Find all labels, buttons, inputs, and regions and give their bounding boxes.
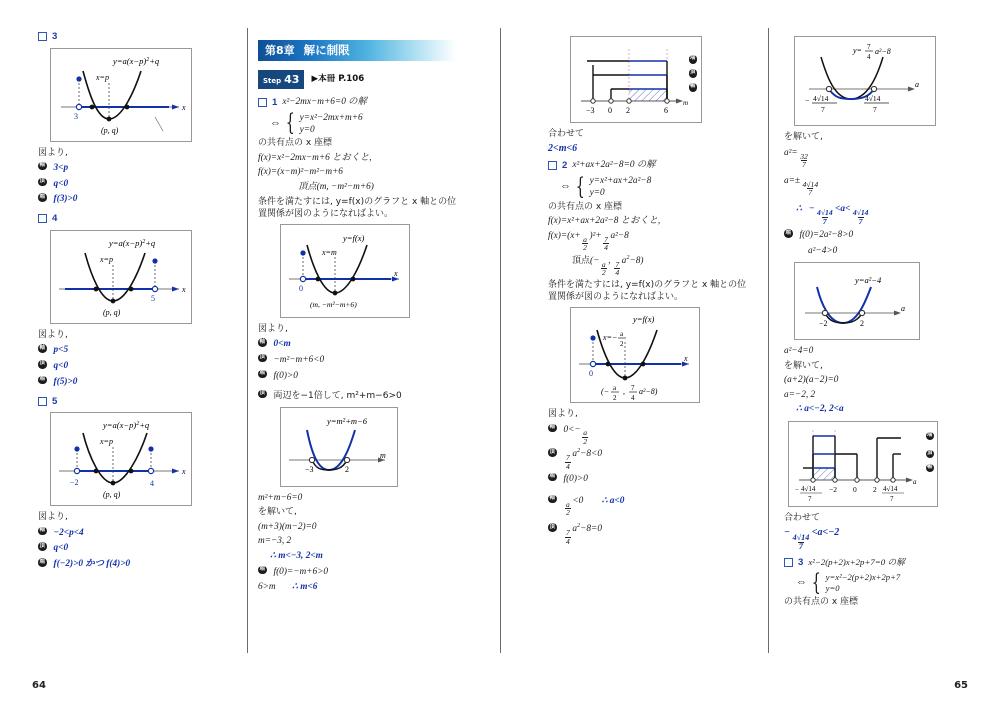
checkbox-problem-1[interactable] <box>258 98 267 107</box>
svg-text:0: 0 <box>853 484 857 494</box>
solve-label-1: を解いて, <box>784 132 823 142</box>
problem-2-equation: x²+ax+2a²−8=0 の解 <box>572 160 656 171</box>
svg-text:−: − <box>795 485 799 494</box>
therefore-d-2: ∴ a<−2, 2<a <box>796 404 844 415</box>
svg-text:2: 2 <box>873 484 877 494</box>
eq2-lhs: a=± <box>784 175 801 186</box>
combine-label-1: 合わせて <box>548 129 585 139</box>
system-row: y=0 <box>825 583 840 594</box>
eq2-num: 4√14 <box>802 179 819 189</box>
svg-text:0: 0 <box>608 106 612 115</box>
svg-text:(p, q): (p, q) <box>103 490 121 500</box>
end-marker-icon: 端 <box>258 566 267 575</box>
condition-text: q<0 <box>53 361 69 371</box>
svg-text:−2: −2 <box>829 484 837 494</box>
vertex-marker-icon: 頂 <box>548 523 557 532</box>
condition-row <box>38 360 238 373</box>
figure-problem-5 <box>50 412 192 506</box>
column-b <box>258 40 464 596</box>
end-work-row <box>258 566 464 579</box>
iff-symbol: ⇔ <box>796 576 807 589</box>
cs-frac-den: 2 <box>583 243 587 253</box>
iff-system-2: ⇔ { y=x²+ax+2a²−8 y=0 <box>560 173 652 200</box>
svg-text:y=a(x−p)2+q: $y=a(x-p)^2+q$ <box>103 420 150 431</box>
work-line-d: a=−2, 2 <box>784 389 816 400</box>
page-number-right: 65 <box>954 680 968 691</box>
end-marker-icon: 端 <box>926 432 935 441</box>
problem-1 <box>258 96 464 110</box>
svg-text:a: a <box>613 384 617 393</box>
end-marker-icon: 端 <box>784 229 793 238</box>
checkbox-problem-4[interactable] <box>38 214 47 223</box>
svg-text:a: a <box>915 80 919 89</box>
system-row: y=x²−2mx+m+6 <box>299 112 363 123</box>
cs-frac2-num: 7 <box>604 234 608 244</box>
vertex-marker-icon: 頂 <box>38 178 47 187</box>
svg-text:m: m <box>380 450 386 460</box>
cs-frac-num: a <box>583 234 587 244</box>
svg-text:y=f(x): y=f(x) <box>343 232 365 243</box>
figure-d-1 <box>794 36 936 126</box>
intersection-x-coordinate-label: の共有点の x 座標 <box>258 138 333 149</box>
end-marker-icon: 端 <box>548 473 557 482</box>
condition-row <box>38 178 238 191</box>
axis-marker-icon: 軸 <box>38 527 47 536</box>
svg-text:2: 2 <box>860 319 864 329</box>
work-line-d: a²−4=0 <box>784 346 814 357</box>
condition-text: 0<m <box>273 339 291 350</box>
svg-text:x=m: x=m <box>322 247 337 257</box>
condition-row <box>38 344 238 357</box>
svg-text:,: , <box>623 387 625 397</box>
condition-description: 条件を満たすには, y=f(x)のグラフと x 軸との位置関係が図のようになればよい。 <box>258 196 457 219</box>
system-row: y=0 <box>299 124 315 135</box>
from-figure-label-5: 図より, <box>38 512 68 523</box>
svg-text:x=p: x=p <box>96 72 109 82</box>
condition-row <box>38 527 238 540</box>
svg-text:a: a <box>901 304 905 314</box>
figure-problem-3 <box>50 48 192 142</box>
page-gutter-divider <box>500 28 501 653</box>
end-marker-icon: 端 <box>38 193 47 202</box>
cs-prefix: f(x)=(x+ <box>548 230 581 241</box>
intersection-x-coordinate-label: の共有点の x 座標 <box>548 201 623 212</box>
svg-text:7: 7 <box>821 105 825 114</box>
svg-text:x: x <box>684 354 688 364</box>
f-completed-square: f(x)=(x−m)²−m²−m+6 <box>258 167 343 178</box>
problem-3-right <box>784 556 984 570</box>
svg-text:2: 2 <box>345 464 349 474</box>
svg-text:(p, q): (p, q) <box>101 125 119 135</box>
svg-text:−: − <box>805 96 810 105</box>
combine-label-2: 合わせて <box>784 512 821 523</box>
eq2-den: 7 <box>808 188 813 198</box>
combine-result-2: − $\frac{4√14}{7}$ <a<−2 <box>784 527 840 551</box>
svg-text:0: 0 <box>299 283 303 293</box>
cs-suffix: a²−8 <box>610 230 629 241</box>
svg-text:2: 2 <box>626 106 630 115</box>
combine-result-1: 2<m<6 <box>548 143 578 155</box>
condition-text: q<0 <box>53 178 69 189</box>
svg-text:4: 4 <box>631 394 635 403</box>
figure-d-2 <box>794 262 920 340</box>
svg-text:x=p: x=p <box>100 255 113 265</box>
svg-text:−2: −2 <box>819 319 828 329</box>
eq1-lhs: a²= <box>784 147 798 158</box>
from-figure-label-1: 図より, <box>258 323 288 334</box>
column-c <box>548 30 748 548</box>
condition-text: 0<− $\frac{a}{2}$ <box>563 424 588 447</box>
svg-text:7: 7 <box>890 494 894 503</box>
problem-number: 5 <box>52 395 58 407</box>
condition-row <box>38 162 238 175</box>
end-marker-icon: 端 <box>258 370 267 379</box>
problem-3-equation: x²−2(p+2)x+2p+7=0 の解 <box>808 556 905 567</box>
condition-row <box>38 542 238 555</box>
axis-therefore: ∴ a<0 <box>601 495 625 506</box>
condition-row <box>258 338 464 351</box>
eq1-den: 7 <box>802 160 806 170</box>
condition-text: 3<p <box>53 162 69 173</box>
condition-row <box>38 558 238 571</box>
axis-work-text: $\frac{a}{2}$ <0 ∴ a<0 <box>566 495 625 518</box>
condition-text: f(−2)>0 かつ f(4)>0 <box>53 559 131 570</box>
problem-number: 3 <box>52 31 58 42</box>
svg-text:5: 5 <box>151 294 155 304</box>
vertex-work-row <box>258 390 464 403</box>
condition-row <box>548 448 748 470</box>
eq1-num: 32 <box>800 151 808 161</box>
vertex-marker-icon: 頂 <box>258 390 267 399</box>
vertex-work-text: 両辺を−1倍して, m²+m−6>0 <box>273 390 402 401</box>
svg-text:y=f(x): y=f(x) <box>633 314 655 325</box>
condition-text: f(3)>0 <box>53 194 78 205</box>
end-marker-icon: 端 <box>38 376 47 385</box>
svg-text:a²−8): a²−8) <box>639 387 658 397</box>
system-row: y=x²−2(p+2)x+2p+7 <box>825 572 901 583</box>
svg-text:7: 7 <box>873 105 877 114</box>
problem-number: 2 <box>562 160 568 172</box>
svg-text:a: a <box>913 477 917 486</box>
page-number-left: 64 <box>32 680 46 691</box>
condition-text: p<5 <box>53 345 69 356</box>
svg-text:4√14: 4√14 <box>813 94 829 103</box>
figure-problem-2 <box>570 307 700 403</box>
svg-text:y=: y= <box>853 46 862 55</box>
end-work-text: f(0)=−m+6>0 <box>273 566 329 577</box>
axis-marker-icon: 軸 <box>38 344 47 353</box>
condition-row <box>258 370 464 383</box>
vertex-work-row <box>548 523 748 545</box>
condition-text: f(0)>0 <box>563 473 588 484</box>
svg-text:7: 7 <box>867 43 871 51</box>
vertex-marker-icon: 頂 <box>38 360 47 369</box>
from-figure-label-2: 図より, <box>548 409 578 420</box>
intersection-x-coordinate-label-3: の共有点の x 座標 <box>784 596 859 607</box>
problem-4 <box>38 212 238 226</box>
vertex-marker-icon: 頂 <box>926 450 935 459</box>
work-line: m=−3, 2 <box>258 536 292 547</box>
end-marker-icon: 端 <box>38 558 47 567</box>
iff-symbol: ⇔ <box>560 180 571 193</box>
condition-text: q<0 <box>53 543 69 554</box>
checkbox-problem-5[interactable] <box>38 397 47 406</box>
end-work-row-d <box>784 229 984 242</box>
f-definition-2: f(x)=x²+ax+2a²−8 とおくと, <box>548 215 661 226</box>
step-row <box>258 70 464 89</box>
svg-text:0: 0 <box>589 369 593 379</box>
problem-1-equation: x²−2mx−m+6=0 の解 <box>282 97 367 108</box>
vertex-work-text: $\frac{7}{4}$ $a^2-8=0$ <box>566 522 602 546</box>
system-row: y=x²+ax+2a²−8 <box>589 176 652 187</box>
problem-number: 4 <box>52 213 58 225</box>
condition-text: −2<p<4 <box>53 527 84 538</box>
cs-mid: )²+ <box>589 230 602 241</box>
end-work-line-2 <box>258 581 464 594</box>
problem-number: 1 <box>272 97 278 109</box>
a-squared-equation <box>784 147 984 169</box>
column-divider-left <box>247 28 248 653</box>
end-marker-icon: 端 <box>689 55 698 64</box>
work-line: m²+m−6=0 <box>258 492 303 503</box>
step-prefix: Step <box>263 76 282 85</box>
step-number: 43 <box>284 72 300 86</box>
svg-text:a: a <box>620 330 624 339</box>
therefore-d-1: ∴ − $\frac{4√14}{7}$ <a< $\frac{4√14}{7}$ <box>796 204 869 226</box>
axis-marker-icon: 軸 <box>926 464 935 473</box>
checkbox-problem-3[interactable] <box>38 32 47 41</box>
axis-marker-icon: 軸 <box>258 338 267 347</box>
svg-text:−2: −2 <box>70 478 79 488</box>
figure-problem-1-b <box>280 407 398 487</box>
vertex-marker-icon: 頂 <box>38 542 47 551</box>
book-reference: ▶本冊 P.106 <box>311 74 365 85</box>
svg-text:7: 7 <box>808 494 812 503</box>
axis-work-row <box>548 495 748 517</box>
svg-text:2: 2 <box>613 394 617 403</box>
from-figure-label-4: 図より, <box>38 330 68 341</box>
chapter-banner <box>258 40 456 61</box>
vertex-line-2: 頂点(− $\frac{a}{2}$ , $\frac{7}{4}$ $a^2-8$) <box>572 253 644 278</box>
svg-text:3: 3 <box>74 111 78 121</box>
svg-text:4: 4 <box>150 479 154 489</box>
vertex-marker-icon: 頂 <box>548 448 557 457</box>
svg-text:(m, −m²−m+6): (m, −m²−m+6) <box>310 299 357 309</box>
figure-problem-4 <box>50 230 192 324</box>
therefore-2: ∴ m<6 <box>291 582 318 593</box>
column-divider-right <box>768 28 769 653</box>
from-figure-label-3: 図より, <box>38 147 68 158</box>
figure-problem-1 <box>280 224 410 318</box>
svg-text:x: x <box>182 102 186 112</box>
work-line: (m+3)(m−2)=0 <box>258 521 317 532</box>
svg-text:m: m <box>683 99 689 107</box>
end-inequality: 6>m <box>258 582 276 593</box>
problem-5 <box>38 395 238 409</box>
condition-text: f(0)>0 <box>273 370 298 381</box>
column-a <box>38 30 238 574</box>
svg-text:y=m²+m−6: y=m²+m−6 <box>327 415 368 426</box>
axis-marker-icon: 軸 <box>689 83 698 92</box>
f-definition: f(x)=x²−2mx−m+6 とおくと, <box>258 152 372 163</box>
svg-text:4: 4 <box>867 53 871 61</box>
end-work-text: f(0)=2a²−8>0 <box>799 230 854 241</box>
vertex-line: 頂点(m, −m²−m+6) <box>298 182 374 193</box>
svg-text:4√14: 4√14 <box>883 484 898 493</box>
svg-text:x: x <box>394 268 398 278</box>
checkbox-problem-2[interactable] <box>548 161 557 170</box>
svg-text:4√14: 4√14 <box>801 484 816 493</box>
svg-text:y=a(x−p)2+q: $y=a(x-p)^2+q$ <box>109 238 156 249</box>
svg-text:x=−: x=− <box>603 333 618 343</box>
svg-text:x=p: x=p <box>100 437 113 447</box>
condition-row <box>38 193 238 206</box>
condition-description-2: 条件を満たすには, y=f(x)のグラフと x 軸との位置関係が図のようになればよい。 <box>548 279 747 303</box>
problem-number: 3 <box>798 556 804 568</box>
condition-row <box>548 424 748 446</box>
problem-2 <box>548 159 748 173</box>
svg-text:(p, q): (p, q) <box>103 308 121 318</box>
svg-text:−3: −3 <box>305 464 314 474</box>
svg-text:2: 2 <box>620 340 624 349</box>
vertex-marker-icon: 頂 <box>258 354 267 363</box>
condition-text: f(5)>0 <box>53 376 78 387</box>
svg-text:y=a(x−p)2+q: $y=a(x-p)^2+q$ <box>113 55 160 66</box>
system-row: y=0 <box>589 188 605 199</box>
svg-text:−3: −3 <box>586 106 595 115</box>
svg-text:x: x <box>182 285 186 295</box>
condition-text: −m²−m+6<0 <box>273 354 325 365</box>
axis-marker-icon: 軸 <box>548 424 557 433</box>
condition-row <box>38 376 238 389</box>
problem-3 <box>38 30 238 44</box>
condition-row <box>258 354 464 367</box>
work-line-d: を解いて, <box>784 360 823 371</box>
step-badge <box>258 70 304 89</box>
column-d <box>784 30 984 610</box>
chapter-number: 第8章 <box>265 43 295 57</box>
svg-text:x: x <box>182 467 186 477</box>
svg-text:7: 7 <box>631 384 635 393</box>
chapter-title: 解に制限 <box>303 43 350 58</box>
checkbox-problem-3-right[interactable] <box>784 558 793 567</box>
condition-text: $\frac{7}{4}$ $a^2-8<0$ <box>566 447 602 471</box>
svg-text:(−: (− <box>601 387 610 397</box>
vertex-marker-icon: 頂 <box>689 69 698 78</box>
iff-system-3: ⇔ { y=x²−2(p+2)x+2p+7 y=0 <box>796 569 901 596</box>
cs-frac2-den: 4 <box>604 243 608 253</box>
f-completed-square-2 <box>548 230 748 252</box>
svg-text:y=a²−4: y=a²−4 <box>855 275 882 286</box>
a-equation <box>784 175 984 197</box>
axis-marker-icon: 軸 <box>38 162 47 171</box>
svg-text:6: 6 <box>664 106 668 115</box>
numberline-figure-2 <box>788 421 938 507</box>
condition-row <box>548 473 748 486</box>
work-line-d: (a+2)(a−2)=0 <box>784 375 839 386</box>
therefore-1: ∴ m<−3, 2<m <box>270 550 323 561</box>
iff-system-1: ⇔ { y=x²−2mx+m+6 y=0 <box>270 110 363 137</box>
svg-text:4√14: 4√14 <box>865 94 881 103</box>
iff-symbol: ⇔ <box>270 116 281 129</box>
work-line: を解いて, <box>258 507 297 518</box>
numberline-figure-1 <box>570 36 702 123</box>
axis-marker-icon: 軸 <box>548 495 557 504</box>
svg-text:a²−8: a²−8 <box>875 47 891 56</box>
end-work-line-2-d: a²−4>0 <box>808 245 838 256</box>
